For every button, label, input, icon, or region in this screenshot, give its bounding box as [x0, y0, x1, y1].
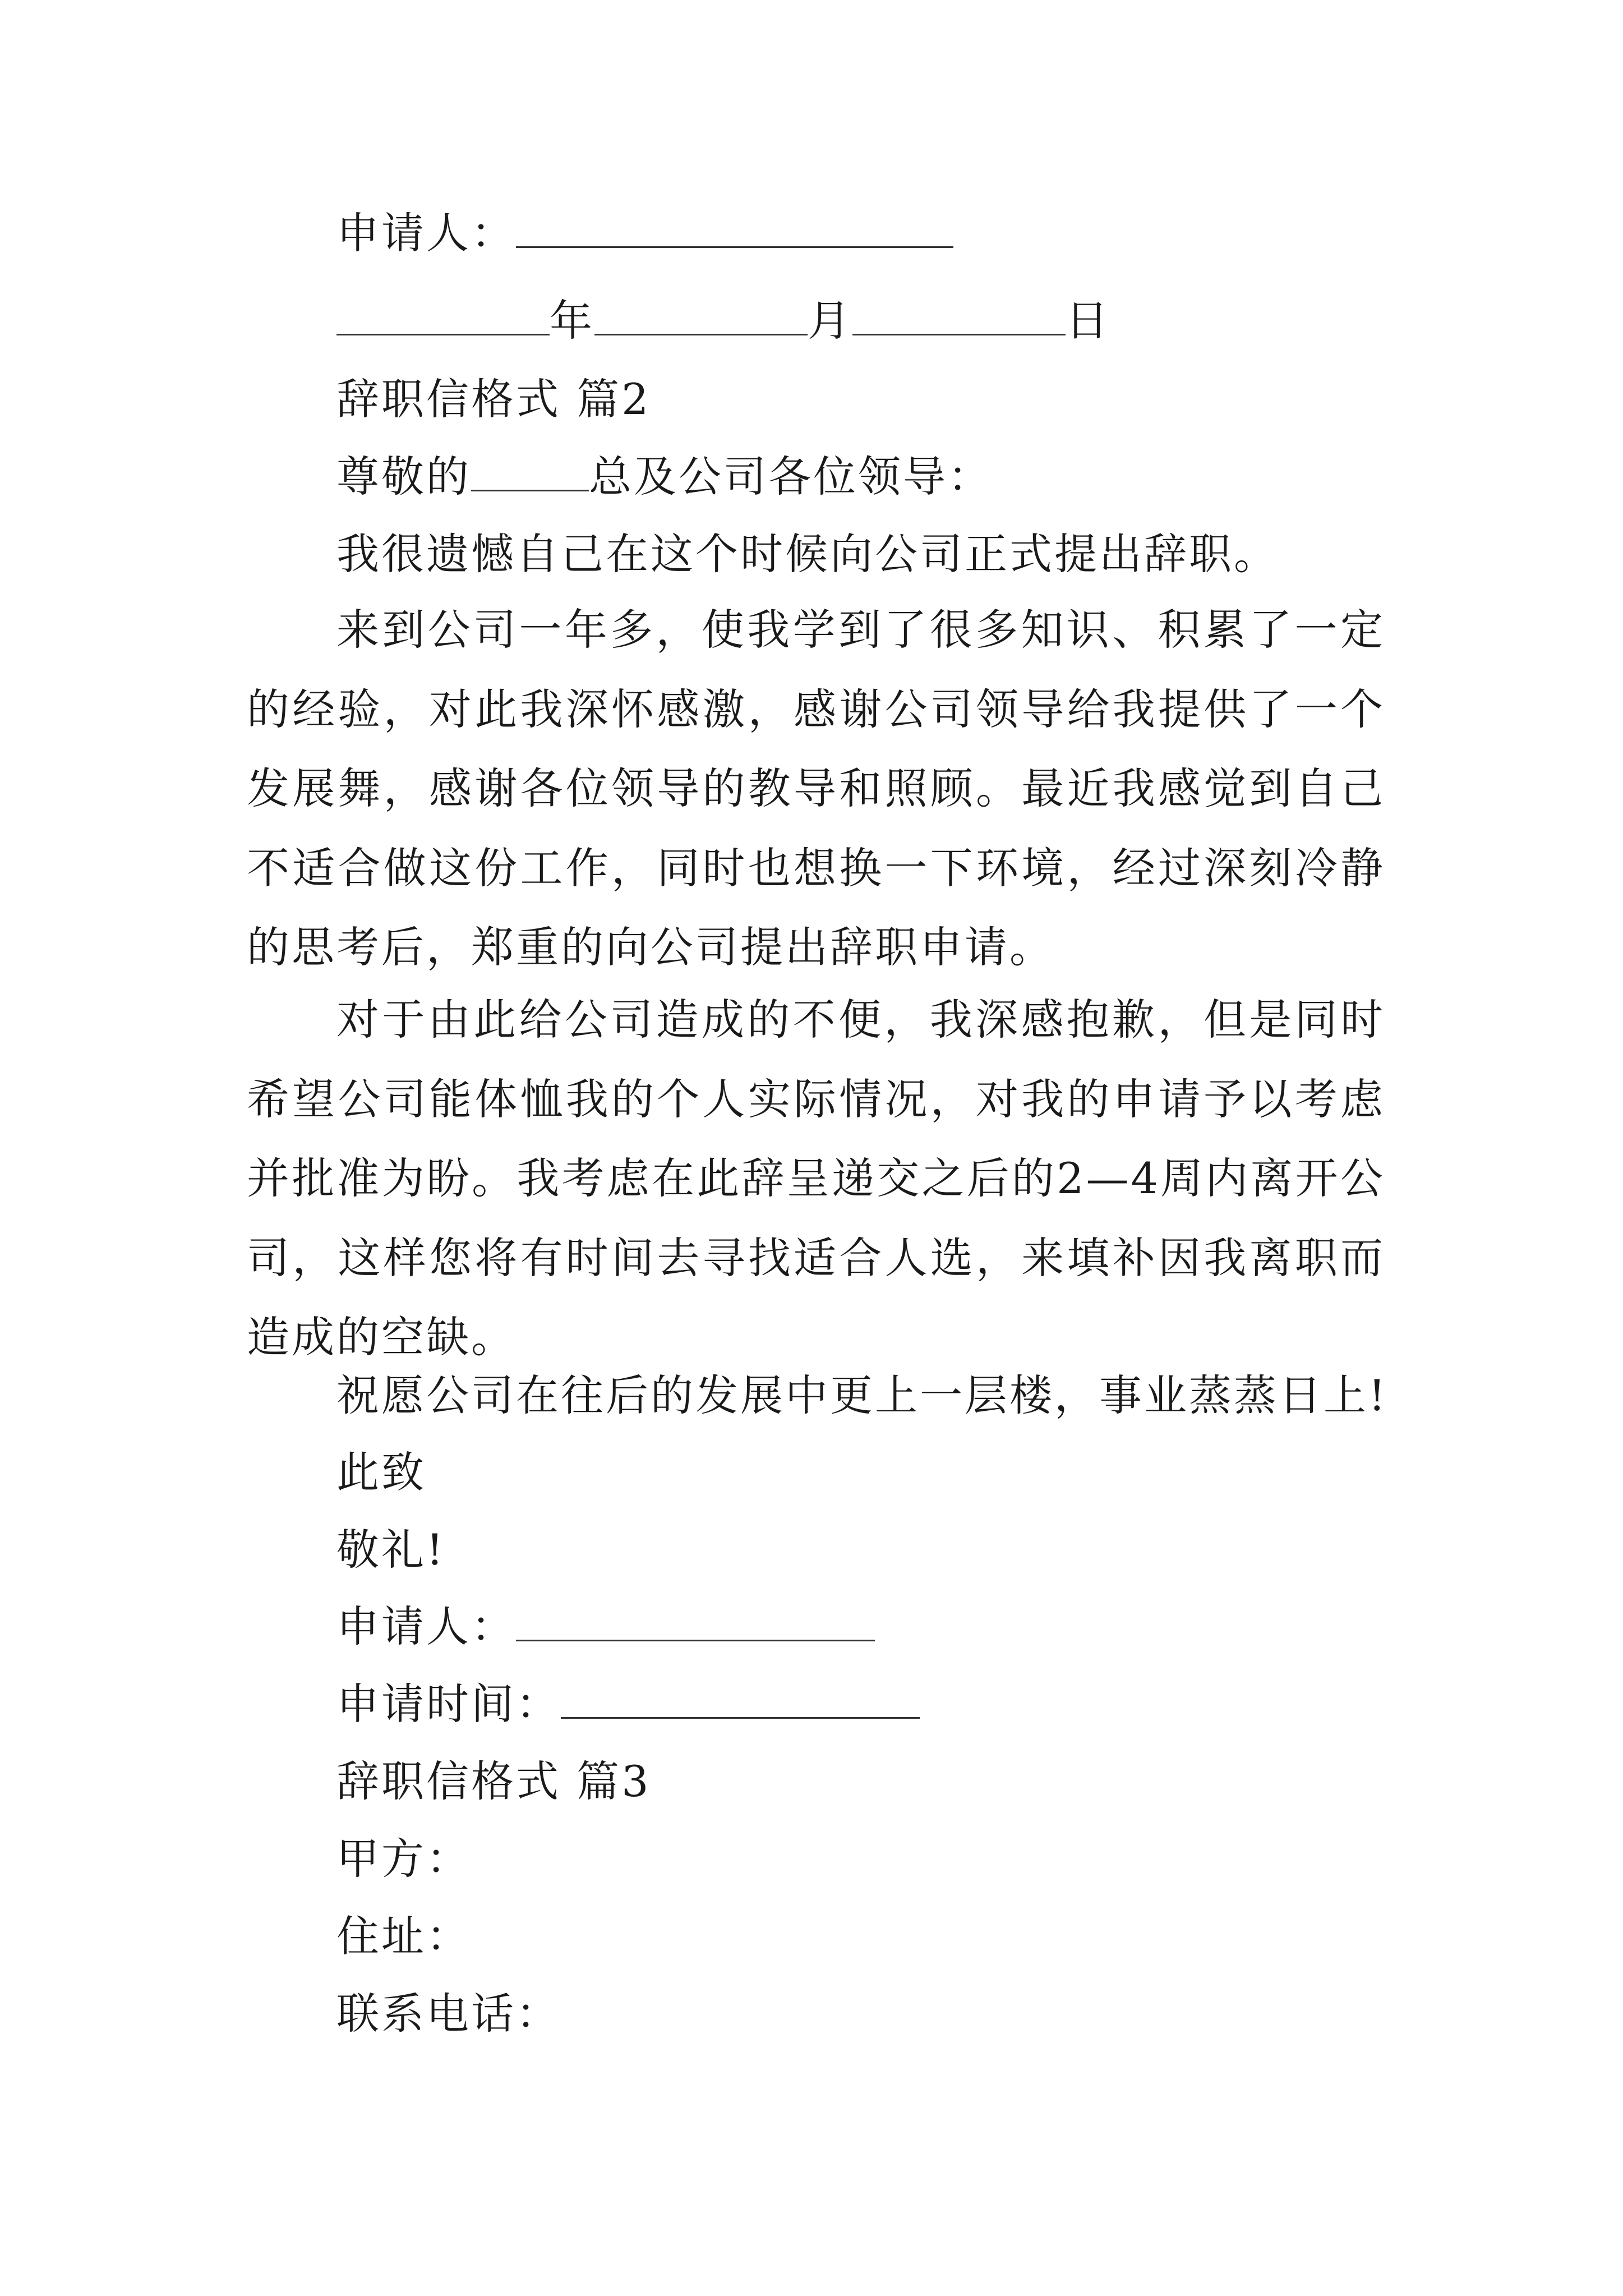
paragraph-2: 来到公司一年多，使我学到了很多知识、积累了一定的经验，对此我深怀感激，感谢公司领导给我提供了一个发展舞，感谢各位领导的教导和照顾。最近我感觉到自己不适合做这份工作，同时也想换一下环境，经过深刻冷静的思考后，郑重的向公司提出辞职申请。 [247, 605, 1385, 972]
day-blank [852, 295, 1066, 335]
applicant-label-2: 申请人： [336, 1602, 516, 1651]
paragraph-1: 我很遗憾自己在这个时候向公司正式提出辞职。 [336, 529, 1279, 579]
apply-time-blank [561, 1678, 920, 1719]
applicant-blank [516, 207, 953, 248]
closing-line-2: 敬礼! [336, 1525, 446, 1575]
applicant-label: 申请人： [336, 208, 516, 258]
apply-time-label: 申请时间： [336, 1679, 561, 1729]
year-blank [336, 295, 550, 335]
party-a-label: 甲方： [336, 1834, 471, 1884]
applicant-line-top [336, 205, 953, 261]
salutation-suffix: 总及公司各位领导： [589, 452, 993, 501]
paragraph-3: 对于由此给公司造成的不便，我深感抱歉，但是同时希望公司能体恤我的个人实际情况，对我的申请予以考虑并批准为盼。我考虑在此辞呈递交之后的2—4周内离开公司，这样您将有时间去寻找适合人选，来填补因我离职而造成的空缺。 [247, 995, 1385, 1362]
month-label: 月 [808, 296, 852, 346]
salutation-prefix: 尊敬的 [336, 452, 471, 501]
phone-label: 联系电话： [336, 1989, 561, 2039]
applicant-blank-2 [516, 1600, 875, 1641]
applicant-line [336, 1599, 875, 1655]
address-label: 住址： [336, 1911, 471, 1961]
date-line [336, 293, 1110, 349]
apply-time-line [336, 1676, 920, 1732]
section3-heading: 辞职信格式 篇3 [336, 1756, 651, 1806]
year-label: 年 [550, 296, 594, 346]
day-label: 日 [1066, 296, 1110, 346]
salutation-blank [471, 450, 589, 491]
wish-line: 祝愿公司在往后的发展中更上一层楼，事业蒸蒸日上! [336, 1370, 1388, 1420]
month-blank [594, 295, 808, 335]
section2-heading: 辞职信格式 篇2 [336, 374, 651, 424]
closing-line-1: 此致 [336, 1447, 426, 1497]
salutation [336, 449, 993, 505]
